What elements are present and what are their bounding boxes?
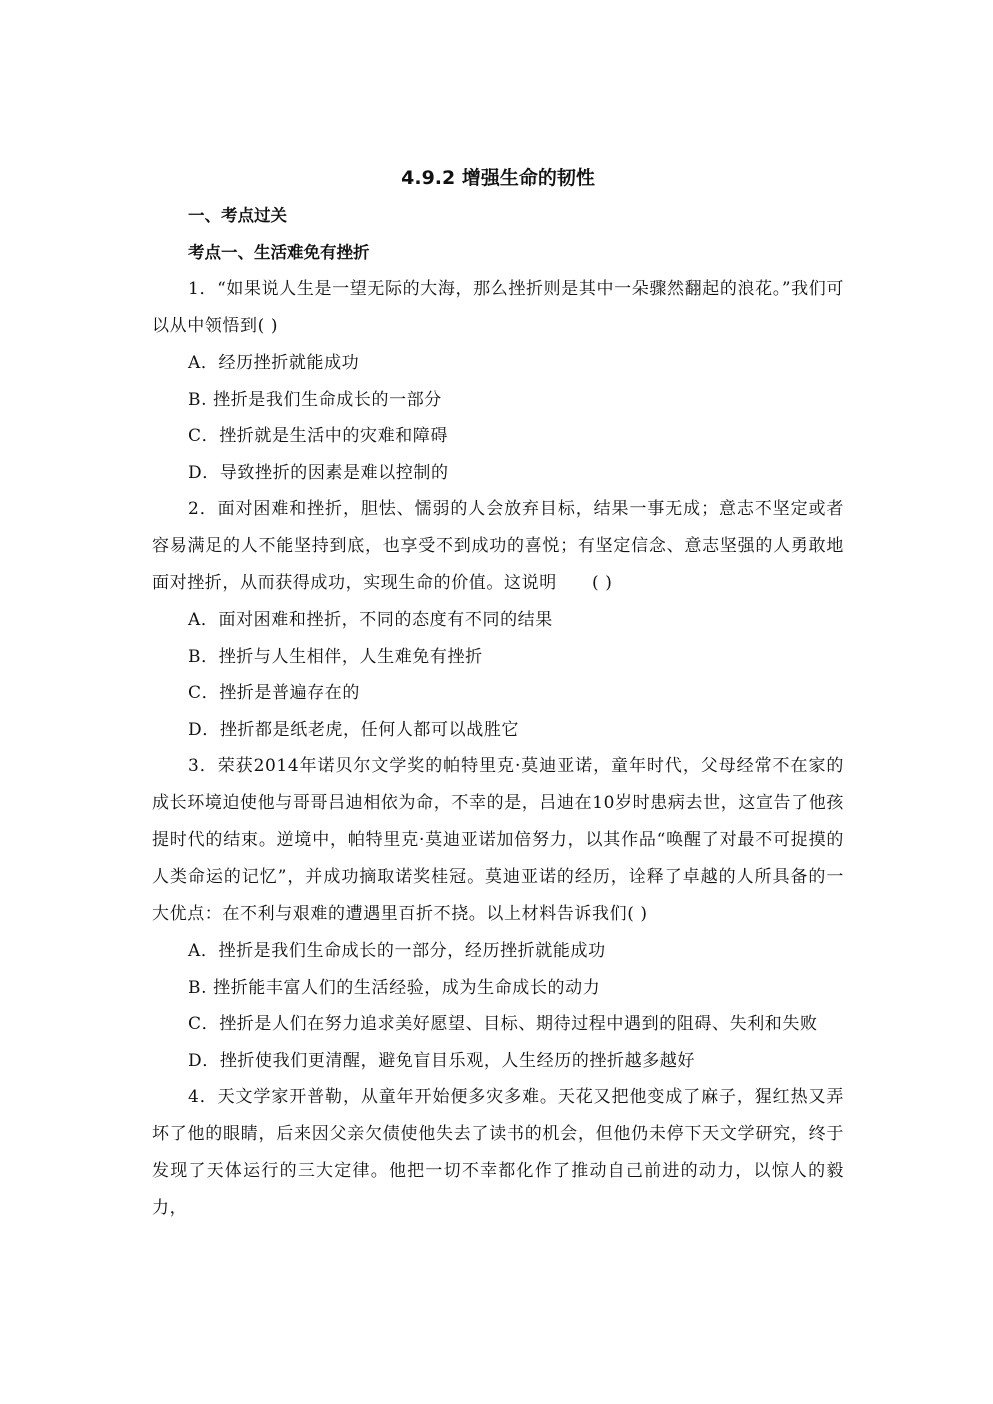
- option-a: A．挫折是我们生命成长的一部分，经历挫折就能成功: [188, 941, 606, 961]
- subsection-heading: 考点一、生活难免有挫折: [188, 242, 370, 262]
- question-4: [152, 1079, 844, 1227]
- option-d: D．挫折使我们更清醒，避免盲目乐观，人生经历的挫折越多越好: [188, 1050, 696, 1071]
- option-a: A．面对困难和挫折，不同的态度有不同的结果: [188, 610, 553, 630]
- section-heading: 一、考点过关: [188, 206, 287, 225]
- question-stem: 1．“如果说人生是一望无际的大海，那么挫折则是其中一朵骤然翻起的浪花。”我们可以从中领悟到( ): [152, 279, 844, 336]
- option-c: C．挫折是普遍存在的: [188, 683, 361, 703]
- document-content: [152, 162, 844, 1227]
- option-d: D．挫折都是纸老虎，任何人都可以战胜它: [188, 719, 520, 740]
- option-b: B．挫折与人生相伴，人生难免有挫折: [188, 646, 483, 667]
- question-stem: 4．天文学家开普勒，从童年开始便多灾多难。天花又把他变成了麻子，猩红热又弄坏了他的眼睛，后来因父亲欠债使他失去了读书的机会，但他仍未停下天文学研究，终于发现了天体运行的三大定律。他把一切不幸都化作了推动自己前进的动力，以惊人的毅力，: [152, 1087, 844, 1218]
- page-title: 4.9.2 增强生命的韧性: [401, 167, 595, 189]
- option-b: B. 挫折能丰富人们的生活经验，成为生命成长的动力: [188, 977, 601, 998]
- option-c: C．挫折就是生活中的灾难和障碍: [188, 426, 449, 446]
- option-b: B. 挫折是我们生命成长的一部分: [188, 389, 442, 410]
- question-2: [152, 491, 844, 748]
- option-c: C．挫折是人们在努力追求美好愿望、目标、期待过程中遇到的阻碍、失利和失败: [188, 1014, 818, 1034]
- question-stem: 2．面对困难和挫折，胆怯、懦弱的人会放弃目标，结果一事无成；意志不坚定或者容易满足的人不能坚持到底，也享受不到成功的喜悦；有坚定信念、意志坚强的人勇敢地面对挫折，从而获得成功，实现生命的价值。这说明 ( ): [152, 499, 844, 593]
- question-1: [152, 271, 844, 491]
- option-d: D．导致挫折的因素是难以控制的: [188, 462, 449, 483]
- question-stem: 3．荣获2014年诺贝尔文学奖的帕特里克·莫迪亚诺，童年时代，父母经常不在家的成长环境迫使他与哥哥吕迪相依为命，不幸的是，吕迪在10岁时患病去世，这宣告了他孩提时代的结束。逆境中，帕特里克·莫迪亚诺加倍努力，以其作品“唤醒了对最不可捉摸的人类命运的记忆”，并成功摘取诺奖桂冠。莫迪亚诺的经历，诠释了卓越的人所具备的一大优点：在不利与艰难的遭遇里百折不挠。以上材料告诉我们( ): [152, 756, 844, 924]
- question-3: [152, 748, 844, 1079]
- option-a: A．经历挫折就能成功: [188, 353, 360, 373]
